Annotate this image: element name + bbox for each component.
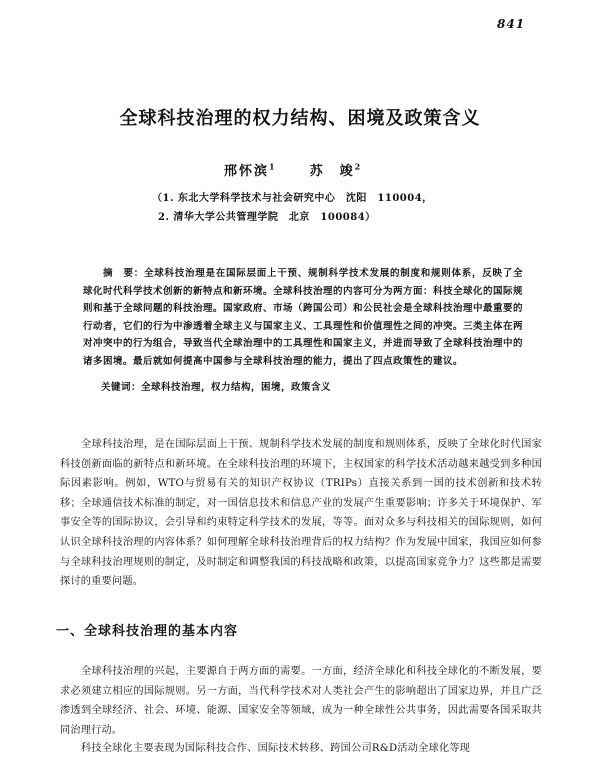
- affiliation: 2. 清华大学公共管理学院 北京 100084）: [158, 212, 376, 223]
- page-number: 841: [497, 17, 526, 31]
- abstract: [83, 265, 523, 371]
- paper-title: 全球科技治理的权力结构、困境及政策含义: [119, 108, 481, 129]
- author-line: [224, 160, 360, 179]
- keywords-text: 全球科技治理，权力结构，困境，政策含义: [141, 382, 332, 393]
- abstract-label: 摘 要：: [103, 268, 144, 279]
- abstract-text: 全球科技治理是在国际层面上干预、规制科学技术发展的制度和规则体系，反映了全球化时代科学技术创新的新特点和新环境。全球科技治理的内容可分为两方面：科技全球化的国际规则和基于全球问题的科技治理。国家政府、市场（跨国公司）和公民社会是全球科技治理中最重要的行动者，它们的行为中渗透着全球主义与国家主义、工具理性和价值理性之间的冲突。三类主体在两对冲突中的行为组合，导致当代全球治理中的工具理性和国家主义，并进而导致了全球科技治理中的诸多困境。最后就如何提高中国参与全球科技治理的能力，提出了四点政策性的建议。: [83, 268, 524, 367]
- author-affil-mark: 1: [269, 161, 275, 172]
- author-affil-mark: 2: [354, 161, 361, 172]
- section-heading: 一、全球科技治理的基本内容: [56, 624, 239, 639]
- keywords: [101, 379, 331, 393]
- body-paragraph: 全球科技治理的兴起，主要源自于两方面的需要。一方面，经济全球化和科技全球化的不断发展，要求必须建立相应的国际规则。另一方面，当代科学技术对人类社会产生的影响超出了国家边界，并且广泛渗透到全球经济、社会、环境、能源、国家安全等领域，成为一种全球性公共事务，因此需要各国采取共同治理行动。: [60, 666, 542, 736]
- body-paragraph: 全球科技治理，是在国际层面上干预、规制科学技术发展的制度和规则体系，反映了全球化时代国家科技创新面临的新特点和新环境。在全球科技治理的环境下，主权国家的科学技术活动越来越受到多种国际因素影响。例如，WTO与贸易有关的知识产权协议（TRIPs）直接关系到一国的技术创新和技术转移；全球通信技术标准的制定，对一国信息技术和信息产业的发展产生重要影响；许多关于环境保护、军事安全等的国际协议，会引导和约束特定科学技术的发展，等等。面对众多与科技相关的国际规则，如何认识全球科技治理的内容体系？如何理解全球科技治理背后的权力结构？作为发展中国家，我国应如何参与全球科技治理规则的制定，及时制定和调整我国的科技战略和政策，以提高国家竞争力？这些都是需要探讨的重要问题。: [60, 439, 542, 588]
- author-name: 苏 竣: [309, 164, 355, 179]
- body-paragraph: 科技全球化主要表现为国际科技合作、国际技术转移、跨国公司R&D活动全球化等现: [81, 743, 471, 754]
- affiliation: （1. 东北大学科学技术与社会研究中心 沈阳 110004，: [152, 193, 433, 204]
- keywords-label: 关键词：: [101, 382, 142, 393]
- author-name: 邢怀滨: [224, 164, 270, 179]
